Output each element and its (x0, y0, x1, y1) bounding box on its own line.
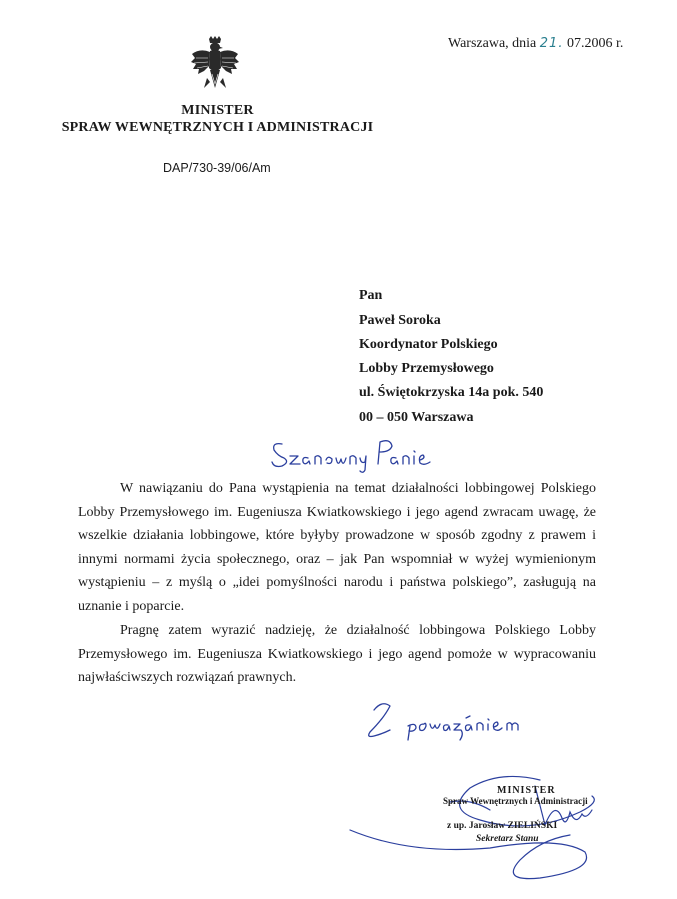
paragraph-1-text: W nawiązaniu do Pana wystąpienia na temat działalności lobbingowej Polskiego Lobby Przemysłowego im. Eugeniusza Kwiatkowskiego i jego agend zwracam uwagę, że wszelkie działania lobbingowe, które byłyby prowadzone w sposób zgodny z prawem i innymi normami życia społecznego, oraz – jak Pan wspomniał w wyżej wymienionym wystąpieniu – z myślą o „idei pomyślności narodu i państwa polskiego”, zasługują na uznanie i poparcie. (78, 481, 596, 614)
addressee-street: ul. Świętokrzyska 14a pok. 540 (359, 385, 544, 400)
stamp-title: MINISTER (497, 785, 556, 796)
addressee-city: 00 – 050 Warszawa (359, 410, 474, 425)
body-paragraph-2 (78, 619, 596, 690)
ministry-heading (40, 102, 395, 136)
addressee-role-line1: Koordynator Polskiego (359, 337, 498, 352)
date-day-handwritten: 21. (539, 36, 564, 51)
addressee-role-line2: Lobby Przemysłowego (359, 361, 494, 376)
addressee-salutation: Pan (359, 288, 383, 303)
stamp-signatory-name: z up. Jarosław ZIELIŃSKI (447, 821, 558, 831)
addressee-name: Paweł Soroka (359, 313, 441, 328)
reference-number: DAP/730-39/06/Am (163, 161, 271, 175)
document-date (448, 36, 623, 52)
stamp-signatory-role: Sekretarz Stanu (476, 834, 539, 844)
date-rest: 07.2006 r. (566, 36, 624, 51)
date-prefix: Warszawa, dnia (448, 36, 537, 51)
polish-eagle-emblem-icon (190, 36, 240, 92)
body-paragraph-1 (78, 477, 596, 618)
stamp-department: Spraw Wewnętrznych i Administracji (443, 796, 588, 806)
ministry-title: MINISTER (181, 103, 254, 118)
ministry-name: SPRAW WEWNĘTRZNYCH I ADMINISTRACJI (61, 120, 374, 135)
handwritten-greeting (268, 434, 438, 476)
signature-scribble (330, 740, 610, 890)
paragraph-2-text: Pragnę zatem wyrazić nadzieję, że działalność lobbingowa Polskiego Lobby Przemysłowego im. Eugeniusza Kwiatkowskiego i jego agend pomoże w wypracowaniu najwłaściwszych rozwiązań prawnych. (78, 623, 596, 685)
